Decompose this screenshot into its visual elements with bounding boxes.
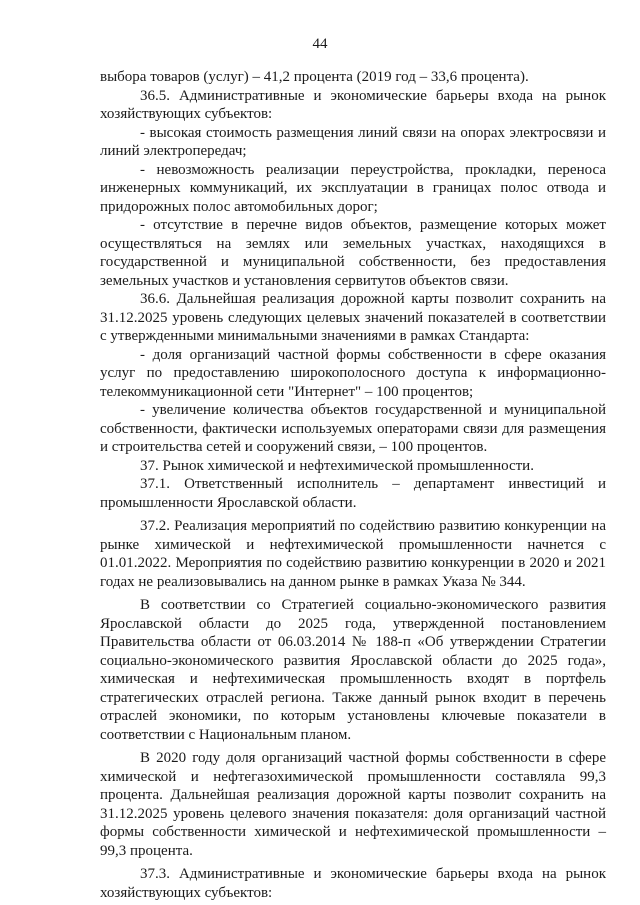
paragraph: 36.6. Дальнейшая реализация дорожной карты позволит сохранить на 31.12.2025 уровень следующих целевых значений показателей в соответствии с утвержденными минимальными значениями в рамках Стандарта:: [100, 291, 606, 344]
paragraph: 36.5. Административные и экономические барьеры входа на рынок хозяйствующих субъектов:: [100, 87, 606, 122]
body-text: [100, 68, 606, 902]
list-item: - невозможность реализации переустройства, прокладки, переноса инженерных коммуникаций, их эксплуатации в границах полос отвода и придорожных полос автомобильных дорог;: [100, 161, 606, 215]
list-item: - увеличение количества объектов государственной и муниципальной собственности, фактически используемых операторами связи для размещения и строительства сетей и сооружений связи, – 100 процентов.: [100, 402, 606, 455]
paragraph: 37.3. Административные и экономические барьеры входа на рынок хозяйствующих субъектов:: [100, 866, 606, 901]
paragraph: В 2020 году доля организаций частной формы собственности в сфере химической и нефтегазохимической промышленности составляла 99,3 процента. Дальнейшая реализация дорожной карты позволит сохранить на 31.12.2025 уровень целевого значения показателя: доля организаций частной формы собственности химической и нефтехимической промышленности – 99,3 процента.: [100, 750, 606, 859]
paragraph: В соответствии со Стратегией социально-экономического развития Ярославской области до 2025 года, утвержденной постановлением Правительства области от 06.03.2014 № 188-п «Об утверждении Стратегии социально-экономического развития Ярославской области до 2025 года», химическая и нефтехимическая промышленность входят в портфель стратегических отраслей региона. Также данный рынок входит в перечень отраслей экономики, по которым установлены ключевые показатели в соответствии с Национальным планом.: [100, 597, 606, 743]
list-item: - высокая стоимость размещения линий связи на опорах электросвязи и линий электропередач;: [100, 124, 606, 159]
list-item: - отсутствие в перечне видов объектов, размещение которых может осуществляться на землях или земельных участках, находящихся в государственной и муниципальной собственности, без предоставления земельных участков и установления сервитутов объектов связи.: [100, 217, 606, 289]
paragraph: выбора товаров (услуг) – 41,2 процента (2019 год – 33,6 процента).: [100, 69, 529, 85]
paragraph: 37.1. Ответственный исполнитель – департамент инвестиций и промышленности Ярославской области.: [100, 476, 606, 511]
section-heading: 37. Рынок химической и нефтехимической промышленности.: [140, 457, 534, 474]
page-number: 44: [312, 36, 328, 52]
list-item: - доля организаций частной формы собственности в сфере оказания услуг по предоставлению широкополосного доступа к информационно-телекоммуникационной сети "Интернет" – 100 процентов;: [100, 346, 606, 400]
paragraph: 37.2. Реализация мероприятий по содействию развитию конкуренции на рынке химической и нефтехимической промышленности начнется с 01.01.2022. Мероприятия по содействию развитию конкуренции в 2020 и 2021 годах не реализовывались на данном рынке в рамках Указа № 344.: [100, 518, 606, 590]
